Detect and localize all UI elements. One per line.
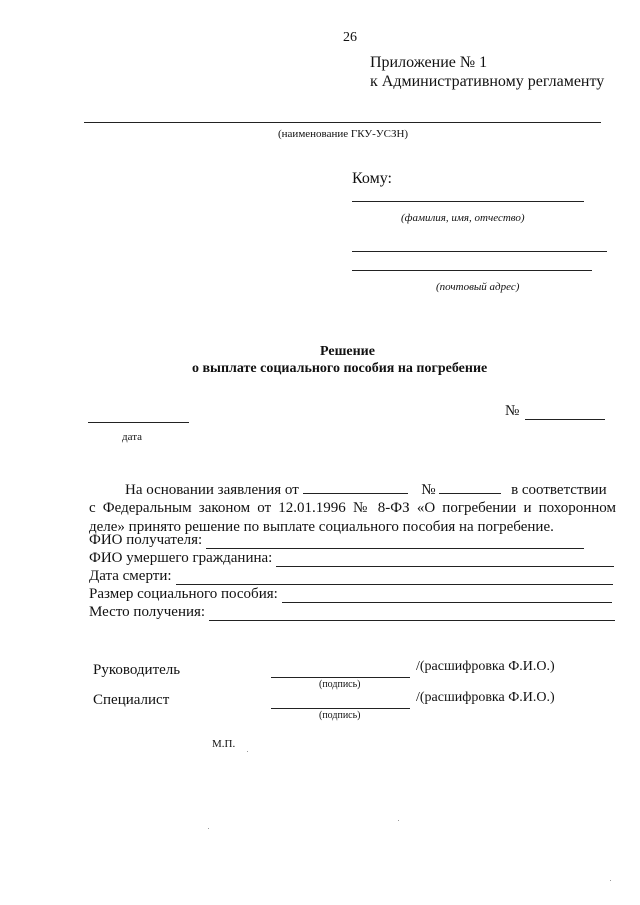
- field-payment-place: [89, 603, 615, 621]
- application-number-blank[interactable]: [439, 480, 501, 494]
- body-line-3: деле» принято решение по выплате социального пособия на погребение.: [89, 519, 554, 535]
- field-label: ФИО получателя:: [89, 532, 203, 548]
- field-death-date: [89, 567, 613, 585]
- field-label: Дата смерти:: [89, 568, 172, 584]
- page-number: 26: [343, 30, 357, 45]
- head-signature-caption: (подпись): [319, 679, 361, 690]
- address-line-2[interactable]: [352, 270, 592, 271]
- org-name-caption: (наименование ГКУ-УСЗН): [278, 128, 409, 140]
- field-label: ФИО умершего гражданина:: [89, 550, 273, 566]
- field-label: Размер социального пособия:: [89, 586, 278, 602]
- head-label: Руководитель: [93, 662, 181, 678]
- address-line-1[interactable]: [352, 251, 607, 252]
- field-input-line[interactable]: [209, 607, 615, 621]
- decision-title: Решение: [320, 344, 375, 359]
- head-decode: /(расшифровка Ф.И.О.): [416, 659, 555, 674]
- field-input-line[interactable]: [176, 571, 613, 585]
- body-intro-text: На основании заявления от: [125, 482, 299, 498]
- scan-speck: [208, 828, 209, 829]
- decision-number-line[interactable]: [525, 419, 605, 420]
- field-input-line[interactable]: [206, 535, 584, 549]
- stamp-placeholder: М.П.: [212, 738, 236, 750]
- decision-subtitle: о выплате социального пособия на погребение: [192, 361, 488, 376]
- body-line-2: с Федеральным законом от 12.01.1996 № 8-ФЗ «О погребении и похоронном: [89, 500, 616, 516]
- date-line[interactable]: [88, 422, 189, 423]
- application-date-blank[interactable]: [303, 480, 408, 494]
- scan-speck: [610, 880, 611, 881]
- specialist-decode: /(расшифровка Ф.И.О.): [416, 690, 555, 705]
- org-name-line[interactable]: [84, 122, 601, 123]
- appendix-subtitle: к Административному регламенту: [370, 73, 605, 90]
- recipient-name-line[interactable]: [352, 201, 584, 202]
- body-line-1: [89, 480, 616, 500]
- specialist-signature-caption: (подпись): [319, 710, 361, 721]
- field-input-line[interactable]: [282, 589, 612, 603]
- field-input-line[interactable]: [276, 553, 614, 567]
- application-number-sign: №: [421, 482, 436, 498]
- field-label: Место получения:: [89, 604, 206, 620]
- scan-speck: [398, 820, 399, 821]
- field-recipient-fio: [89, 531, 584, 549]
- field-deceased-fio: [89, 549, 614, 567]
- appendix-title: Приложение № 1: [370, 54, 488, 71]
- specialist-signature-line[interactable]: [271, 708, 410, 709]
- date-caption: дата: [122, 431, 143, 443]
- conform-text: в соответствии: [511, 482, 607, 498]
- field-benefit-amount: [89, 585, 612, 603]
- head-signature-line[interactable]: [271, 677, 410, 678]
- address-caption: (почтовый адрес): [436, 281, 520, 293]
- scan-speck: [247, 751, 248, 752]
- decision-number-sign: №: [505, 403, 520, 419]
- to-label: Кому:: [352, 170, 392, 187]
- recipient-name-caption: (фамилия, имя, отчество): [401, 212, 525, 224]
- specialist-label: Специалист: [93, 692, 170, 708]
